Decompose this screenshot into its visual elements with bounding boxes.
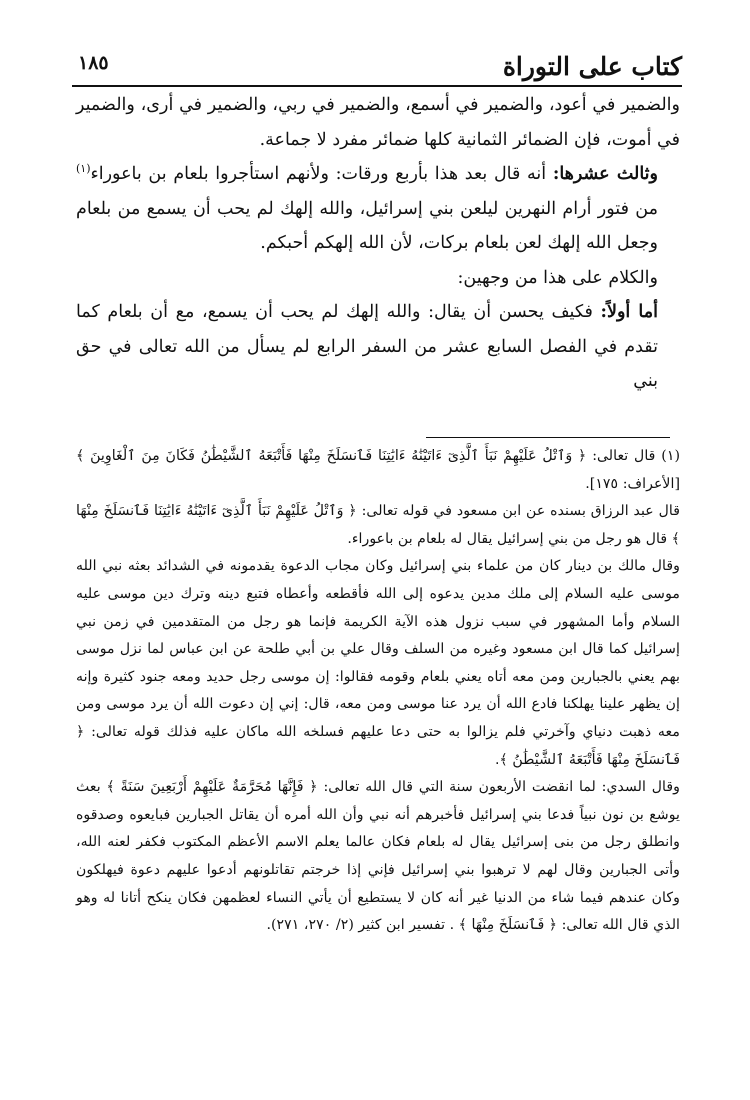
- paragraph-pronouns: والضمير في أعود، والضمير في أسمع، والضمير في ربي، والضمير في أرى، والضمير في أموت، فإن الضمائر الثمانية كلها ضمائر مفرد لا جماعة.: [76, 95, 680, 150]
- footnote-text: وقال مالك بن دينار كان من علماء بني إسرائيل وكان مجاب الدعوة يقدمونه في الشدائد بعثه نبي الله موسى عليه السلام إلى ملك مدين يدعوه إلى الله فأقطعه وأعطاه فتبع دينه وترك دين موسى عليه السلام وأما المشهور في سبب نزول هذه الآية الكريمة فإنما هو رجل من المتقدمين في زمن نبي إسرائيل كما قال ابن مسعود وغيره من السلف وقال علي بن أبي طلحة عن ابن عباس لما نزل موسى بهم يعني بالجبارين ومن معه أتاه يعني بلعام وقومه فقالوا: إن موسى رجل حديد ومعه جنود كثيرة وإنه إن يظهر علينا يهلكنا فادع الله أن يرد عنا موسى ومن معه، قال: إني إن دعوت الله أن يرد موسى ومن معه ذهبت دنياي وآخرتي فلم يزالوا به حتى دعا عليهم فسلخه الله ماكان عليه فذلك قوله تعالى:: [76, 558, 680, 740]
- footnotes: [76, 443, 680, 940]
- footnote-paragraph: [76, 498, 680, 553]
- footnote-text: قال تعالى:: [592, 448, 656, 464]
- book-title: كتاب على التوراة: [502, 52, 682, 81]
- footnote-paragraph: [76, 774, 680, 940]
- footnote-text: قال هو رجل من بني إسرائيل يقال له بلعام بن باعوراء.: [347, 530, 668, 547]
- paragraph-text: من فتور أرام النهرين ليلعن بني إسرائيل، والله إلهك لم يحب أن يسمع من بلعام وجعل الله إلهك لعن بلعام بركات، لأن الله إلهكم أحبكم.: [76, 198, 658, 253]
- quran-verse: ﴿ وَٱتْلُ عَلَيْهِمْ نَبَأَ ٱلَّذِىٓ ءَاتَيْنَٰهُ ءَايَٰتِنَا فَٱنسَلَخَ مِنْهَا فَأَتْبَعَهُ ٱلشَّيْطَٰنُ فَكَانَ مِنَ ٱلْغَاوِينَ ﴾: [76, 448, 587, 464]
- quran-verse: ﴿ فَإِنَّهَا مُحَرَّمَةٌ عَلَيْهِمْ أَرْبَعِينَ سَنَةً ﴾: [106, 779, 318, 796]
- citation: . تفسير ابن كثير (٢/ ٢٧٠، ٢٧١).: [266, 917, 455, 934]
- footnote-paragraph: [76, 553, 680, 774]
- verse-reference: [الأعراف: ١٧٥].: [585, 475, 680, 492]
- footnote-1: [76, 443, 680, 498]
- paragraph-thirteenth: [76, 157, 680, 261]
- quran-verse: ﴿ فَٱنسَلَخَ مِنْهَا ﴾: [458, 917, 558, 934]
- paragraph-text: أنه قال بعد هذا بأربع ورقات: ولأنهم استأجروا بلعام بن باعوراء: [90, 164, 547, 184]
- footnote-text: قال عبد الرزاق بسنده عن ابن مسعود في قوله تعالى:: [361, 503, 681, 520]
- header-rule: [72, 85, 682, 87]
- quran-verse: ﴿ فَٱنسَلَخَ مِنْهَا فَأَتْبَعَهُ ٱلشَّيْطَٰنُ ﴾.: [76, 723, 680, 768]
- paragraph-two-aspects: والكلام على هذا من وجهين:: [457, 267, 658, 288]
- paragraph-text: فكيف يحسن أن يقال: والله إلهك لم يحب أن يسمع، مع أن بلعام كما تقدم في الفصل السابع عشر من السفر الرابع لم يسأل من الله تعالى في حق بني: [76, 302, 658, 391]
- footnote-reference[interactable]: (١): [76, 162, 91, 176]
- paragraph-first-aspect: [76, 295, 680, 399]
- page-number: ١٨٥: [78, 52, 109, 74]
- running-header: [72, 48, 682, 86]
- footnote-text: بعث يوشع بن نون نبياً فدعا بني إسرائيل فأخبرهم أنه نبي وأن الله أمره أن يقاتل الجبارين فبايعوه وصدقوه وانطلق رجل من بنى إسرائيل يقال له بلعام فكان عالما يعلم الاسم الأعظم المكتوب فكفر لعنه الله، وأتى الجبارين وقال لهم لا ترهبوا بني إسرائيل فإني إذا خرجتم تقاتلونهم أدعوا عليهم دعوة فيهلكون وكان عندهم فيما شاء من الدنيا غير أنه كان لا يستطيع أن يأتي النساء لعظمهن فكان ينكح أتانا له وهو الذي قال الله تعالى:: [76, 779, 680, 934]
- quran-verse: ﴿ وَٱتْلُ عَلَيْهِمْ نَبَأَ ٱلَّذِىٓ ءَاتَيْنَٰهُ ءَايَٰتِنَا فَٱنسَلَخَ مِنْهَا ﴾: [76, 503, 680, 547]
- main-text: [76, 88, 680, 399]
- point-heading: أما أولاً:: [600, 302, 658, 322]
- point-heading: وثالث عشرها:: [552, 164, 658, 184]
- footnote-separator: [426, 437, 670, 438]
- footnote-number: (١): [661, 448, 680, 464]
- footnote-text: وقال السدي: لما انقضت الأربعون سنة التي قال الله تعالى:: [323, 779, 680, 796]
